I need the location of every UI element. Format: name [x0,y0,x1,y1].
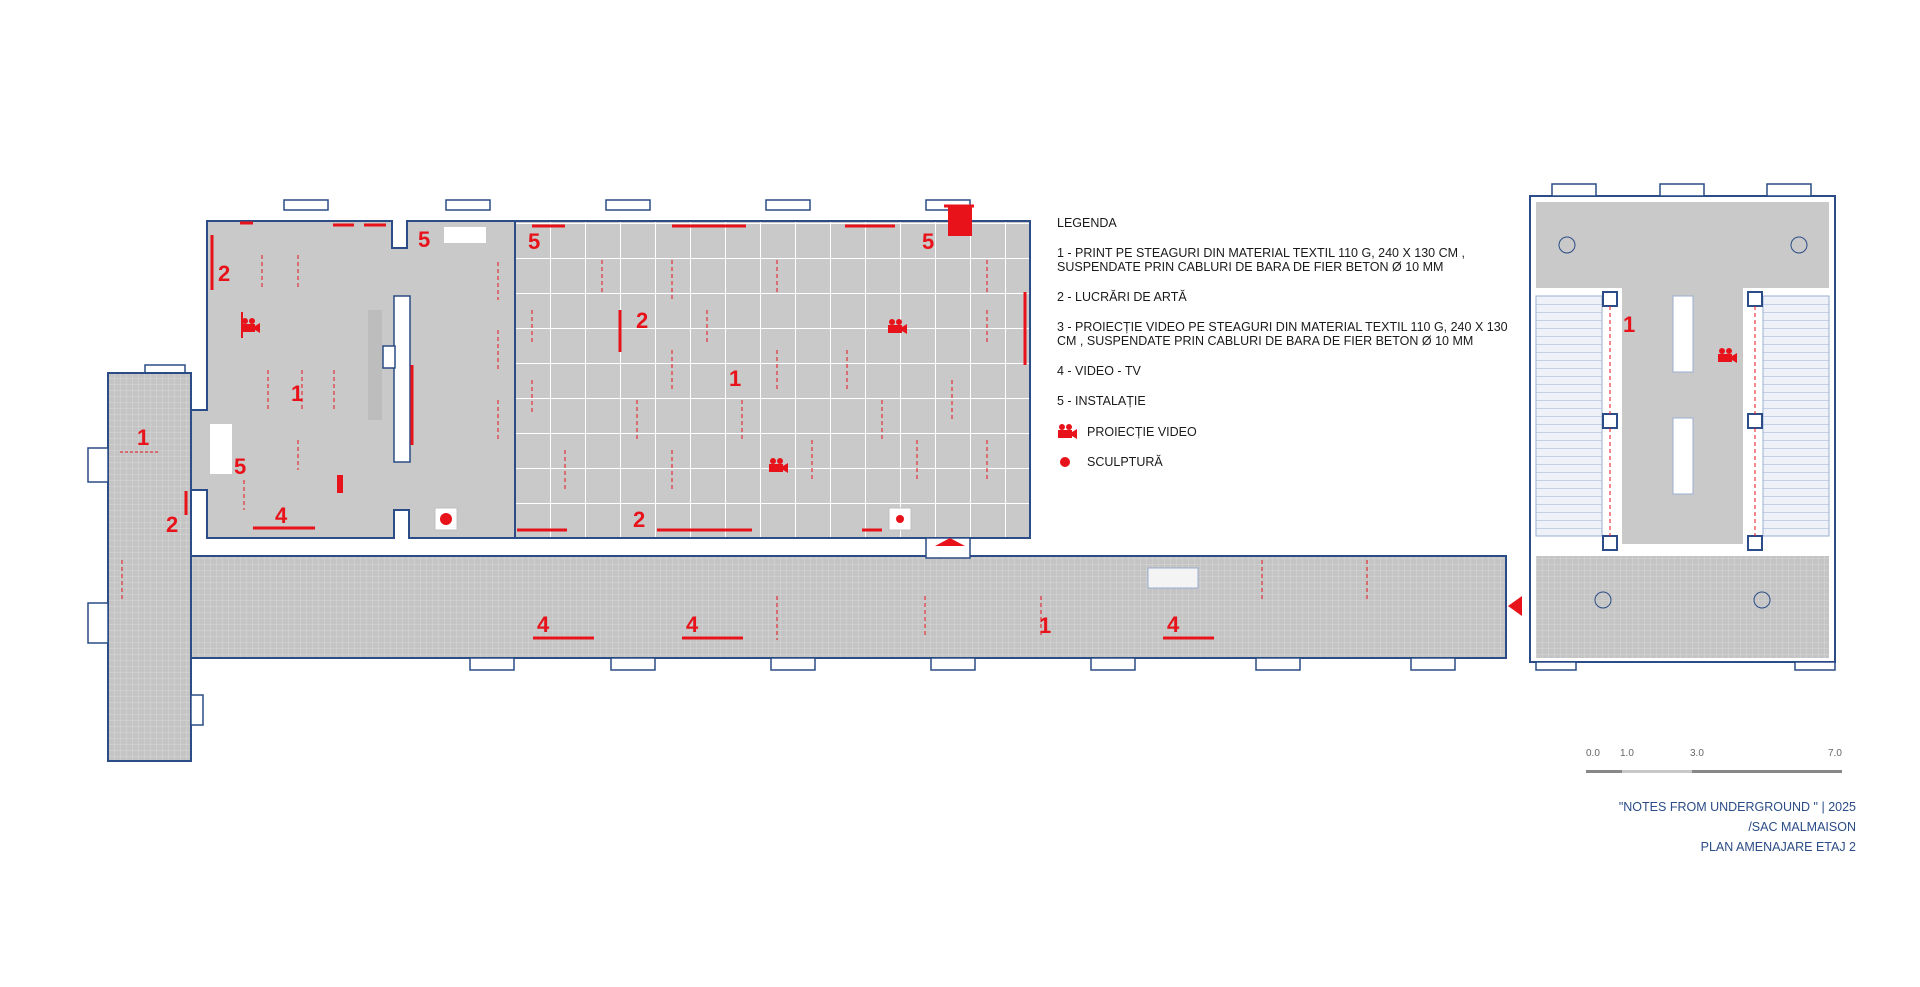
legend [1057,216,1517,484]
scale-bar [1586,748,1844,780]
zone-label: 5 [922,229,935,254]
zone-label: 2 [166,512,179,537]
zone-label: 4 [1167,612,1180,637]
scale-tick: 7.0 [1828,748,1842,759]
room-b [515,200,1030,538]
zone-label: 2 [636,308,649,333]
scale-tick: 3.0 [1690,748,1704,759]
corridor [191,538,1506,670]
zone-label: 5 [234,454,247,479]
sculpture-dot-icon [1057,454,1079,470]
zone-label: 5 [528,229,541,254]
zone-label: 4 [275,503,288,528]
video-camera-icon [1057,424,1079,440]
sculpture-marker [889,508,911,530]
scale-tick: 1.0 [1620,748,1634,759]
credit-line: PLAN AMENAJARE ETAJ 2 [1700,840,1856,854]
right-block [1508,184,1835,670]
zone-label: 1 [729,366,742,391]
legend-sculpture [1057,454,1517,470]
room-a [191,200,515,538]
sculpture-marker [435,508,457,530]
legend-item: 5 - INSTALAȚIE [1057,394,1146,408]
zone-label: 2 [218,261,231,286]
legend-item: 3 - PROIECȚIE VIDEO PE STEAGURI DIN MATERIAL TEXTIL 110 G, 240 X 130 CM , SUSPENDATE PRIN CABLURI DE BARA DE FIER BETON Ø 10 MM [1057,320,1508,348]
legend-video-projection-label: PROIECȚIE VIDEO [1087,425,1197,439]
legend-sculpture-label: SCULPTURĂ [1087,455,1163,469]
scale-tick: 0.0 [1586,748,1600,759]
credit-line: "NOTES FROM UNDERGROUND " | 2025 [1618,800,1856,814]
zone-label: 4 [537,612,550,637]
zone-label: 4 [686,612,699,637]
credit-line: /SAC MALMAISON [1748,820,1856,834]
legend-title: LEGENDA [1057,216,1117,230]
legend-item: 2 - LUCRĂRI DE ARTĂ [1057,290,1187,304]
legend-item: 1 - PRINT PE STEAGURI DIN MATERIAL TEXTIL 110 G, 240 X 130 CM , SUSPENDATE PRIN CABLURI DE BARA DE FIER BETON Ø 10 MM [1057,246,1465,274]
project-credit [1619,797,1856,857]
legend-video-projection [1057,424,1517,440]
scale-bar-graphic [1586,769,1844,775]
zone-label: 2 [633,507,646,532]
zone-label: 1 [1623,312,1636,337]
legend-item: 4 - VIDEO - TV [1057,364,1141,378]
zone-label: 1 [291,381,304,406]
zone-label: 1 [137,425,150,450]
zone-label: 1 [1039,613,1052,638]
zone-label: 5 [418,227,431,252]
